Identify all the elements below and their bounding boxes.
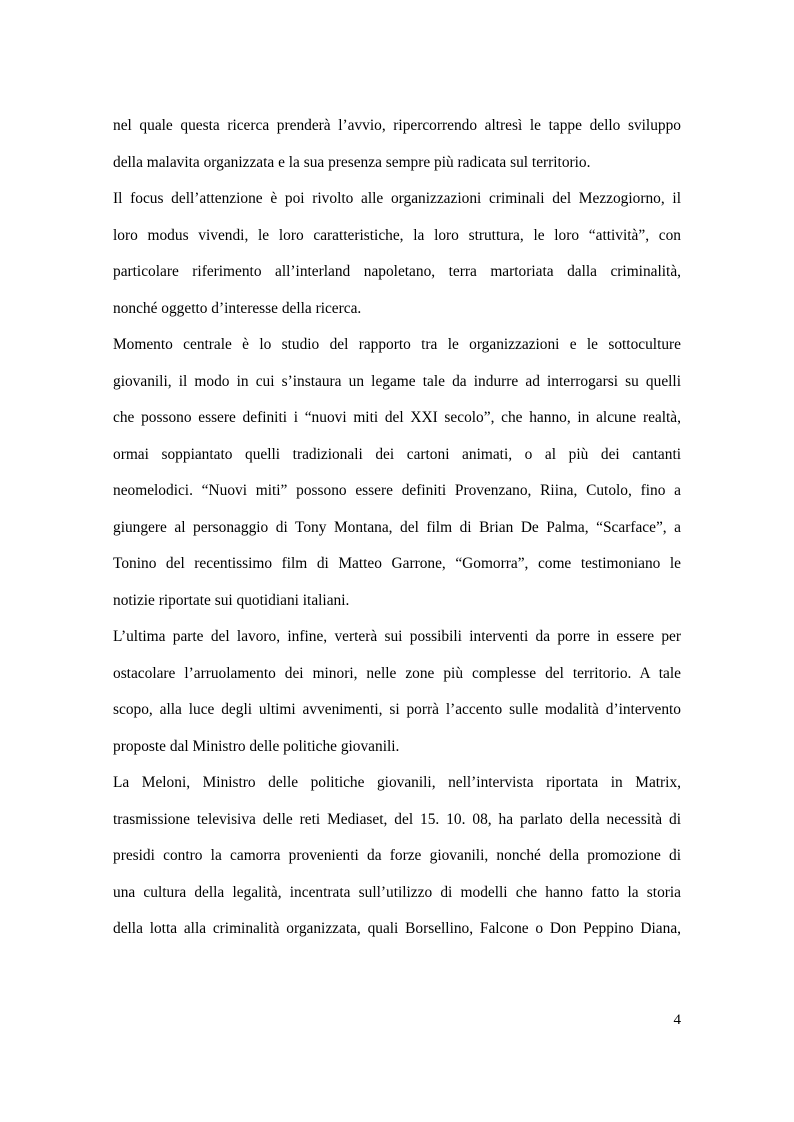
text-line: una cultura della legalità, incentrata sull’utilizzo di modelli che hanno fatto la storia bbox=[113, 883, 681, 901]
paragraph bbox=[113, 181, 681, 327]
text-line: presidi contro la camorra provenienti da forze giovanili, nonché della promozione di bbox=[113, 847, 681, 864]
text-line: ormai soppiantato quelli tradizionali dei cartoni animati, o al più dei cantanti bbox=[113, 445, 681, 463]
text-line: ostacolare l’arruolamento dei minori, nelle zone più complesse del territorio. A tale bbox=[113, 664, 681, 682]
text-line: nel quale questa ricerca prenderà l’avvio, ripercorrendo altresì le tappe dello sviluppo bbox=[113, 117, 681, 134]
text-line: trasmissione televisiva delle reti Mediaset, del 15. 10. 08, ha parlato della necessità di bbox=[113, 810, 681, 828]
text-line: particolare riferimento all’interland napoletano, terra martoriata dalla criminalità, bbox=[113, 263, 681, 280]
text-line: scopo, alla luce degli ultimi avvenimenti, si porrà l’accento sulle modalità d’intervento bbox=[113, 701, 681, 718]
text-line: nonché oggetto d’interesse della ricerca. bbox=[113, 299, 362, 317]
paragraph bbox=[113, 765, 681, 948]
text-line: notizie riportate sui quotidiani italiani. bbox=[113, 591, 350, 609]
text-line: della lotta alla criminalità organizzata, quali Borsellino, Falcone o Don Peppino Diana, bbox=[113, 920, 681, 937]
paragraph bbox=[113, 327, 681, 619]
text-line: che possono essere definiti i “nuovi miti del XXI secolo”, che hanno, in alcune realtà, bbox=[113, 409, 681, 426]
paragraph bbox=[113, 619, 681, 765]
text-line: Il focus dell’attenzione è poi rivolto alle organizzazioni criminali del Mezzogiorno, il bbox=[113, 190, 681, 207]
body-text bbox=[113, 108, 681, 948]
text-line: della malavita organizzata e la sua presenza sempre più radicata sul territorio. bbox=[113, 153, 591, 171]
text-line: Tonino del recentissimo film di Matteo Garrone, “Gomorra”, come testimoniano le bbox=[113, 555, 681, 572]
text-line: giungere al personaggio di Tony Montana, del film di Brian De Palma, “Scarface”, a bbox=[113, 518, 681, 536]
text-line: La Meloni, Ministro delle politiche giovanili, nell’intervista riportata in Matrix, bbox=[113, 774, 681, 791]
text-line: proposte dal Ministro delle politiche giovanili. bbox=[113, 737, 400, 755]
text-line: Momento centrale è lo studio del rapporto tra le organizzazioni e le sottoculture bbox=[113, 336, 681, 353]
text-line: loro modus vivendi, le loro caratteristiche, la loro struttura, le loro “attività”, con bbox=[113, 226, 681, 244]
text-line: giovanili, il modo in cui s’instaura un legame tale da indurre ad interrogarsi su quelli bbox=[113, 372, 681, 390]
text-line: neomelodici. “Nuovi miti” possono essere definiti Provenzano, Riina, Cutolo, fino a bbox=[113, 482, 681, 499]
page-number: 4 bbox=[673, 1012, 681, 1028]
text-line: L’ultima parte del lavoro, infine, verterà sui possibili interventi da porre in essere per bbox=[113, 628, 681, 645]
paragraph bbox=[113, 108, 681, 181]
